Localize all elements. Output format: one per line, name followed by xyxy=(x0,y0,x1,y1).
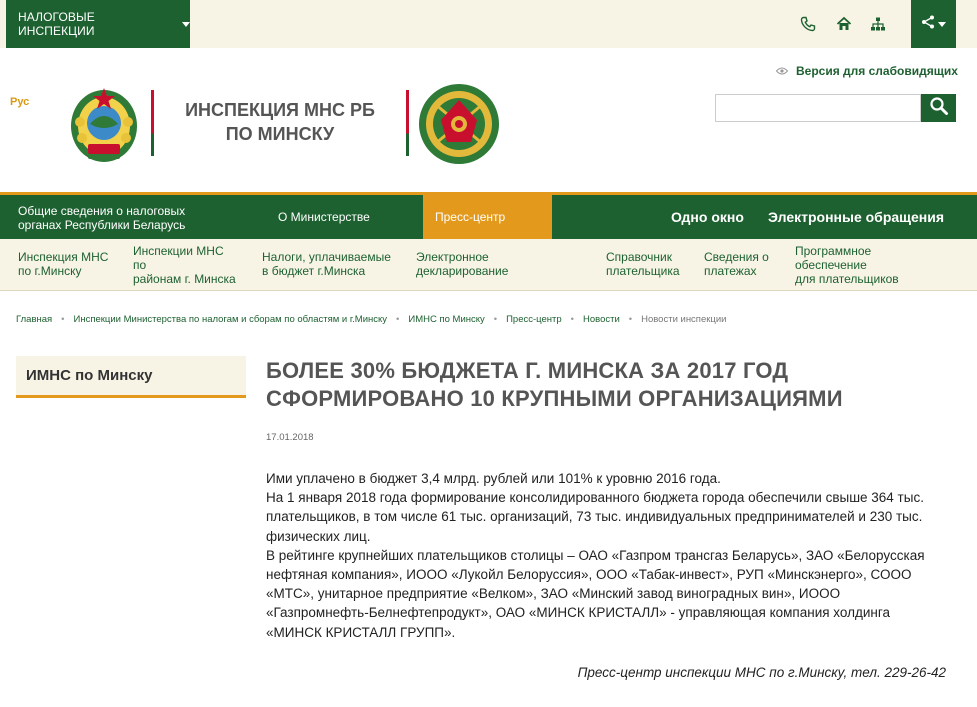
subnav-item-line: Электронное xyxy=(416,250,489,264)
sitemap-icon[interactable] xyxy=(868,14,888,34)
share-button[interactable] xyxy=(911,0,956,48)
subnav-payer-handbook[interactable] xyxy=(606,250,680,278)
nav-about-ministry[interactable]: О Министерстве xyxy=(278,210,370,224)
article-headline-line-1: БОЛЕЕ 30% БЮДЖЕТА Г. МИНСКА ЗА 2017 ГОД xyxy=(266,358,789,383)
search-icon xyxy=(929,96,949,121)
subnav-item-line: по xyxy=(133,258,147,272)
article-paragraph: В рейтинге крупнейших плательщиков столицы – ОАО «Газпром трансгаз Беларусь», ЗАО «Белорусская нефтяная компания», ИООО «Лукойл Белоруссия», ООО «Табак-инвест», РУП «Минскэнерго», СООО «МТС», унитарное предприятие «Велком», ЗАО «Минский завод виноградных вин», ИООО «Газпромнефть-Белнефтепродукт», ОАО «МИНСК КРИСТАЛЛ» - управляющая компания холдинга «МИНСК КРИСТАЛЛ ГРУПП». xyxy=(266,547,925,640)
breadcrumb-home[interactable]: Главная xyxy=(16,314,53,325)
breadcrumb-separator: • xyxy=(61,314,65,325)
breadcrumb-current: Новости инспекции xyxy=(641,314,727,325)
subnav-item-line: декларирование xyxy=(416,264,509,278)
tax-inspections-label: НАЛОГОВЫЕ ИНСПЕКЦИИ xyxy=(18,10,95,38)
article-headline-line-2: СФОРМИРОВАНО 10 КРУПНЫМИ ОРГАНИЗАЦИЯМИ xyxy=(266,386,843,411)
subnav-payment-info[interactable] xyxy=(704,250,769,278)
subnav-item-line: обеспечение xyxy=(795,258,867,272)
accessibility-version-link[interactable] xyxy=(776,64,958,78)
nav-one-window[interactable]: Одно окно xyxy=(671,209,744,225)
subnav-item-line: Налоги, уплачиваемые xyxy=(262,250,391,264)
tax-service-badge-logo xyxy=(417,82,501,166)
breadcrumb-imns-minsk[interactable]: ИМНС по Минску xyxy=(408,314,485,325)
subnav-item-line: плательщика xyxy=(606,264,680,278)
article-paragraph: На 1 января 2018 года формирование консолидированного бюджета города обеспечили свыше 364 тыс. плательщиков, в том числе 61 тыс. организаций, 73 тыс. индивидуальных предпринимателей и 230 тыс. физических лиц. xyxy=(266,490,924,544)
article-headline xyxy=(266,357,956,413)
nav-press-center[interactable]: Пресс-центр xyxy=(423,195,552,239)
subnav-taxes-budget[interactable] xyxy=(262,250,391,278)
subnav-item-line: районам г. Минска xyxy=(133,272,236,286)
subnav-item-line: Программное xyxy=(795,244,872,258)
site-title-line-2: ПО МИНСКУ xyxy=(225,124,335,144)
nav-general-info-line-1: Общие сведения о налоговых xyxy=(18,204,186,218)
breadcrumb-separator: • xyxy=(628,314,633,325)
search-input[interactable] xyxy=(715,94,921,122)
sidebar-section-title[interactable]: ИМНС по Минску xyxy=(16,356,246,398)
accessibility-version-label: Версия для слабовидящих xyxy=(796,64,958,78)
search-button[interactable] xyxy=(921,94,956,122)
subnav-item-line: по г.Минску xyxy=(18,264,82,278)
breadcrumb-separator: • xyxy=(396,314,400,325)
chevron-down-icon xyxy=(938,22,946,27)
site-title-line-1: ИНСПЕКЦИЯ МНС РБ xyxy=(185,100,375,120)
share-icon xyxy=(921,15,935,34)
nav-general-info[interactable] xyxy=(18,195,218,239)
article-paragraph: Ими уплачено в бюджет 3,4 млрд. рублей или 101% к уровню 2016 года. xyxy=(266,471,721,486)
breadcrumb xyxy=(16,314,726,325)
main-nav xyxy=(0,192,977,239)
subnav-inspection-minsk[interactable] xyxy=(18,250,108,278)
flag-divider xyxy=(151,90,154,156)
eye-icon xyxy=(776,64,788,78)
subnav-district-inspections[interactable] xyxy=(133,244,236,286)
chevron-down-icon xyxy=(182,22,190,27)
subnav-item-line: для плательщиков xyxy=(795,272,899,286)
tax-inspections-dropdown[interactable] xyxy=(6,0,190,48)
top-bar xyxy=(0,0,977,48)
phone-icon[interactable] xyxy=(798,14,818,34)
site-title xyxy=(170,98,390,146)
subnav-item-line: Справочник xyxy=(606,250,672,264)
breadcrumb-regional-inspections[interactable]: Инспекции Министерства по налогам и сборам по областям и г.Минску xyxy=(73,314,388,325)
subnav-item-line: Инспекции МНС xyxy=(133,244,224,258)
home-icon[interactable] xyxy=(834,14,854,34)
subnav-item-line: в бюджет г.Минска xyxy=(262,264,366,278)
sub-nav xyxy=(0,239,977,291)
subnav-item-line: платежах xyxy=(704,264,757,278)
subnav-item-line: Инспекция МНС xyxy=(18,250,109,264)
breadcrumb-separator: • xyxy=(570,314,574,325)
subnav-e-declaration[interactable] xyxy=(416,250,508,278)
breadcrumb-news[interactable]: Новости xyxy=(582,314,620,325)
flag-divider xyxy=(406,90,409,156)
breadcrumb-separator: • xyxy=(493,314,498,325)
belarus-emblem-logo[interactable] xyxy=(62,82,146,166)
article-body xyxy=(266,469,946,642)
article-date: 17.01.2018 xyxy=(266,432,314,443)
article-signature: Пресс-центр инспекции МНС по г.Минску, тел. 229-26-42 xyxy=(577,665,946,680)
subnav-software[interactable] xyxy=(795,244,899,286)
language-switch[interactable]: Рус xyxy=(10,96,30,108)
nav-general-info-line-2: органах Республики Беларусь xyxy=(18,218,186,232)
subnav-item-line: Сведения о xyxy=(704,250,769,264)
breadcrumb-press-center[interactable]: Пресс-центр xyxy=(506,314,562,325)
nav-electronic-appeals[interactable]: Электронные обращения xyxy=(768,209,944,225)
